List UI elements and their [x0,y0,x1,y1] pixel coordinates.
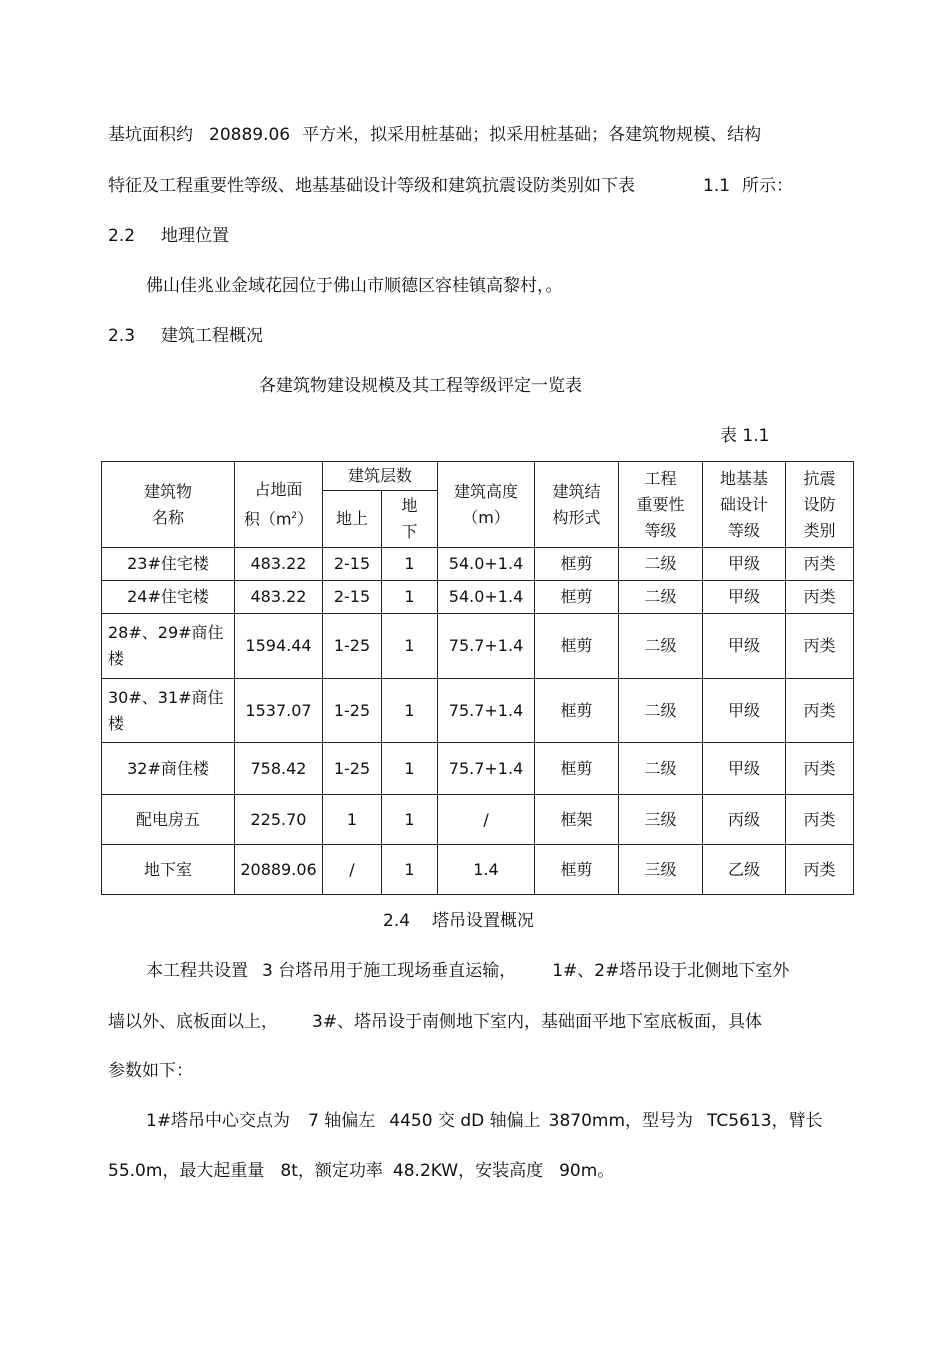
text-segment: 基坑面积约 [108,125,193,145]
cell-below: 1 [382,581,438,614]
header-above: 地上 [323,491,382,548]
cell-name: 30#、31#商住楼 [102,679,235,743]
body-paragraph-line [108,1011,762,1033]
header-importance: 工程 重要性 等级 [619,462,703,548]
cell-area: 483.22 [235,548,323,581]
text-segment: 所示： [742,176,794,196]
cell-seismic: 丙类 [786,548,854,581]
cell-below: 1 [382,845,438,895]
table-number: 表 1.1 [720,426,770,446]
cell-seismic: 丙类 [786,845,854,895]
header-area: 占地面 积$(m^2)$ [235,462,323,548]
cell-above: 2-15 [323,548,382,581]
cell-height: 1.4 [438,845,535,895]
text-segment: 48.2KW，安装高度 [392,1161,544,1181]
section-number: 2.4 [383,911,411,931]
table-row [102,679,854,743]
cell-importance: 二级 [619,679,703,743]
cell-importance: 二级 [619,614,703,679]
cell-below: 1 [382,548,438,581]
table-title: 各建筑物建设规模及其工程等级评定一览表 [259,376,582,396]
header-below: 地 下 [382,491,438,548]
cell-name: 24#住宅楼 [102,581,235,614]
cell-area: 20889.06 [235,845,323,895]
section-number: 2.2 [108,226,136,246]
text-segment: 佛山佳兆业金域花园位于佛山市顺德区容桂镇高黎村，。 [146,276,563,296]
text-segment: 特征及工程重要性等级、地基基础设计等级和建筑抗震设防类别如下表 [108,176,635,196]
cell-height: 54.0+1.4 [438,548,535,581]
section-number: 2.3 [108,326,136,346]
cell-seismic: 丙类 [786,743,854,795]
table-row [102,614,854,679]
cell-importance: 三级 [619,845,703,895]
buildings-table [101,461,854,895]
body-paragraph-line [146,275,563,297]
cell-area: 225.70 [235,795,323,845]
cell-area: 1537.07 [235,679,323,743]
cell-area: 1594.44 [235,614,323,679]
text-segment: 3870mm，型号为 [548,1111,694,1131]
table-row [102,743,854,795]
body-paragraph-line [108,1160,614,1182]
cell-importance: 三级 [619,795,703,845]
body-paragraph-line [108,124,761,146]
cell-structure: 框剪 [535,614,619,679]
cell-area: 483.22 [235,581,323,614]
cell-name: 32#商住楼 [102,743,235,795]
cell-foundation: 甲级 [703,548,786,581]
text-segment: 1.1 [703,176,731,196]
cell-name: 配电房五 [102,795,235,845]
section-heading [108,225,229,247]
cell-area: 758.42 [235,743,323,795]
cell-above: 1-25 [323,679,382,743]
text-segment: 平方米，拟采用桩基础；拟采用桩基础；各建筑物规模、结构 [302,125,762,145]
cell-below: 1 [382,679,438,743]
cell-structure: 框剪 [535,743,619,795]
cell-below: 1 [382,614,438,679]
cell-seismic: 丙类 [786,795,854,845]
section-title: 地理位置 [161,226,230,246]
table-row [102,795,854,845]
cell-height: / [438,795,535,845]
text-segment: 55.0m，最大起重量 [108,1161,265,1181]
cell-above: 2-15 [323,581,382,614]
header-floors: 建筑层数 [323,462,438,491]
cell-structure: 框剪 [535,581,619,614]
header-structure: 建筑结 构形式 [535,462,619,548]
section-title: 建筑工程概况 [161,326,264,346]
cell-above: 1-25 [323,614,382,679]
text-segment: 1#、2#塔吊设于北侧地下室外 [552,961,790,981]
text-segment: 1#塔吊中心交点为 [146,1111,291,1131]
cell-seismic: 丙类 [786,614,854,679]
text-segment: 90m。 [559,1161,615,1181]
cell-seismic: 丙类 [786,679,854,743]
header-seismic: 抗震 设防 类别 [786,462,854,548]
header-height: 建筑高度 （m） [438,462,535,548]
table-row [102,581,854,614]
cell-height: 54.0+1.4 [438,581,535,614]
cell-name: 地下室 [102,845,235,895]
text-segment: 7 轴偏左 [308,1111,376,1131]
body-paragraph-line [108,175,793,197]
text-segment: TC5613，臂长 [707,1111,823,1131]
body-paragraph-line [146,960,789,982]
cell-structure: 框架 [535,795,619,845]
cell-foundation: 甲级 [703,679,786,743]
cell-name: 23#住宅楼 [102,548,235,581]
text-segment: 20889.06 [209,125,291,145]
cell-foundation: 甲级 [703,581,786,614]
body-paragraph-line: 参数如下： [108,1061,193,1081]
body-paragraph-line [146,1110,823,1132]
table-row [102,845,854,895]
cell-below: 1 [382,743,438,795]
text-segment: 3#、塔吊设于南侧地下室内，基础面平地下室底板面，具体 [312,1012,763,1032]
cell-height: 75.7+1.4 [438,743,535,795]
header-name: 建筑物 名称 [102,462,235,548]
text-segment: 4450 交 dD 轴偏上 [389,1111,541,1131]
text-segment: 8t，额定功率 [280,1161,383,1181]
cell-seismic: 丙类 [786,581,854,614]
cell-structure: 框剪 [535,548,619,581]
section-heading [108,325,263,347]
table-row [102,548,854,581]
cell-structure: 框剪 [535,679,619,743]
text-segment: 3 台塔吊用于施工现场垂直运输， [262,961,517,981]
cell-above: 1-25 [323,743,382,795]
text-segment: 墙以外、底板面以上， [108,1012,278,1032]
cell-height: 75.7+1.4 [438,614,535,679]
cell-foundation: 丙级 [703,795,786,845]
cell-foundation: 甲级 [703,743,786,795]
cell-importance: 二级 [619,548,703,581]
cell-foundation: 乙级 [703,845,786,895]
header-foundation: 地基基 础设计 等级 [703,462,786,548]
cell-above: 1 [323,795,382,845]
cell-foundation: 甲级 [703,614,786,679]
cell-height: 75.7+1.4 [438,679,535,743]
cell-structure: 框剪 [535,845,619,895]
text-segment: 本工程共设置 [146,961,248,981]
cell-name: 28#、29#商住楼 [102,614,235,679]
section-title: 塔吊设置概况 [432,911,535,931]
cell-below: 1 [382,795,438,845]
cell-importance: 二级 [619,581,703,614]
cell-above: / [323,845,382,895]
cell-importance: 二级 [619,743,703,795]
section-heading [383,910,534,932]
